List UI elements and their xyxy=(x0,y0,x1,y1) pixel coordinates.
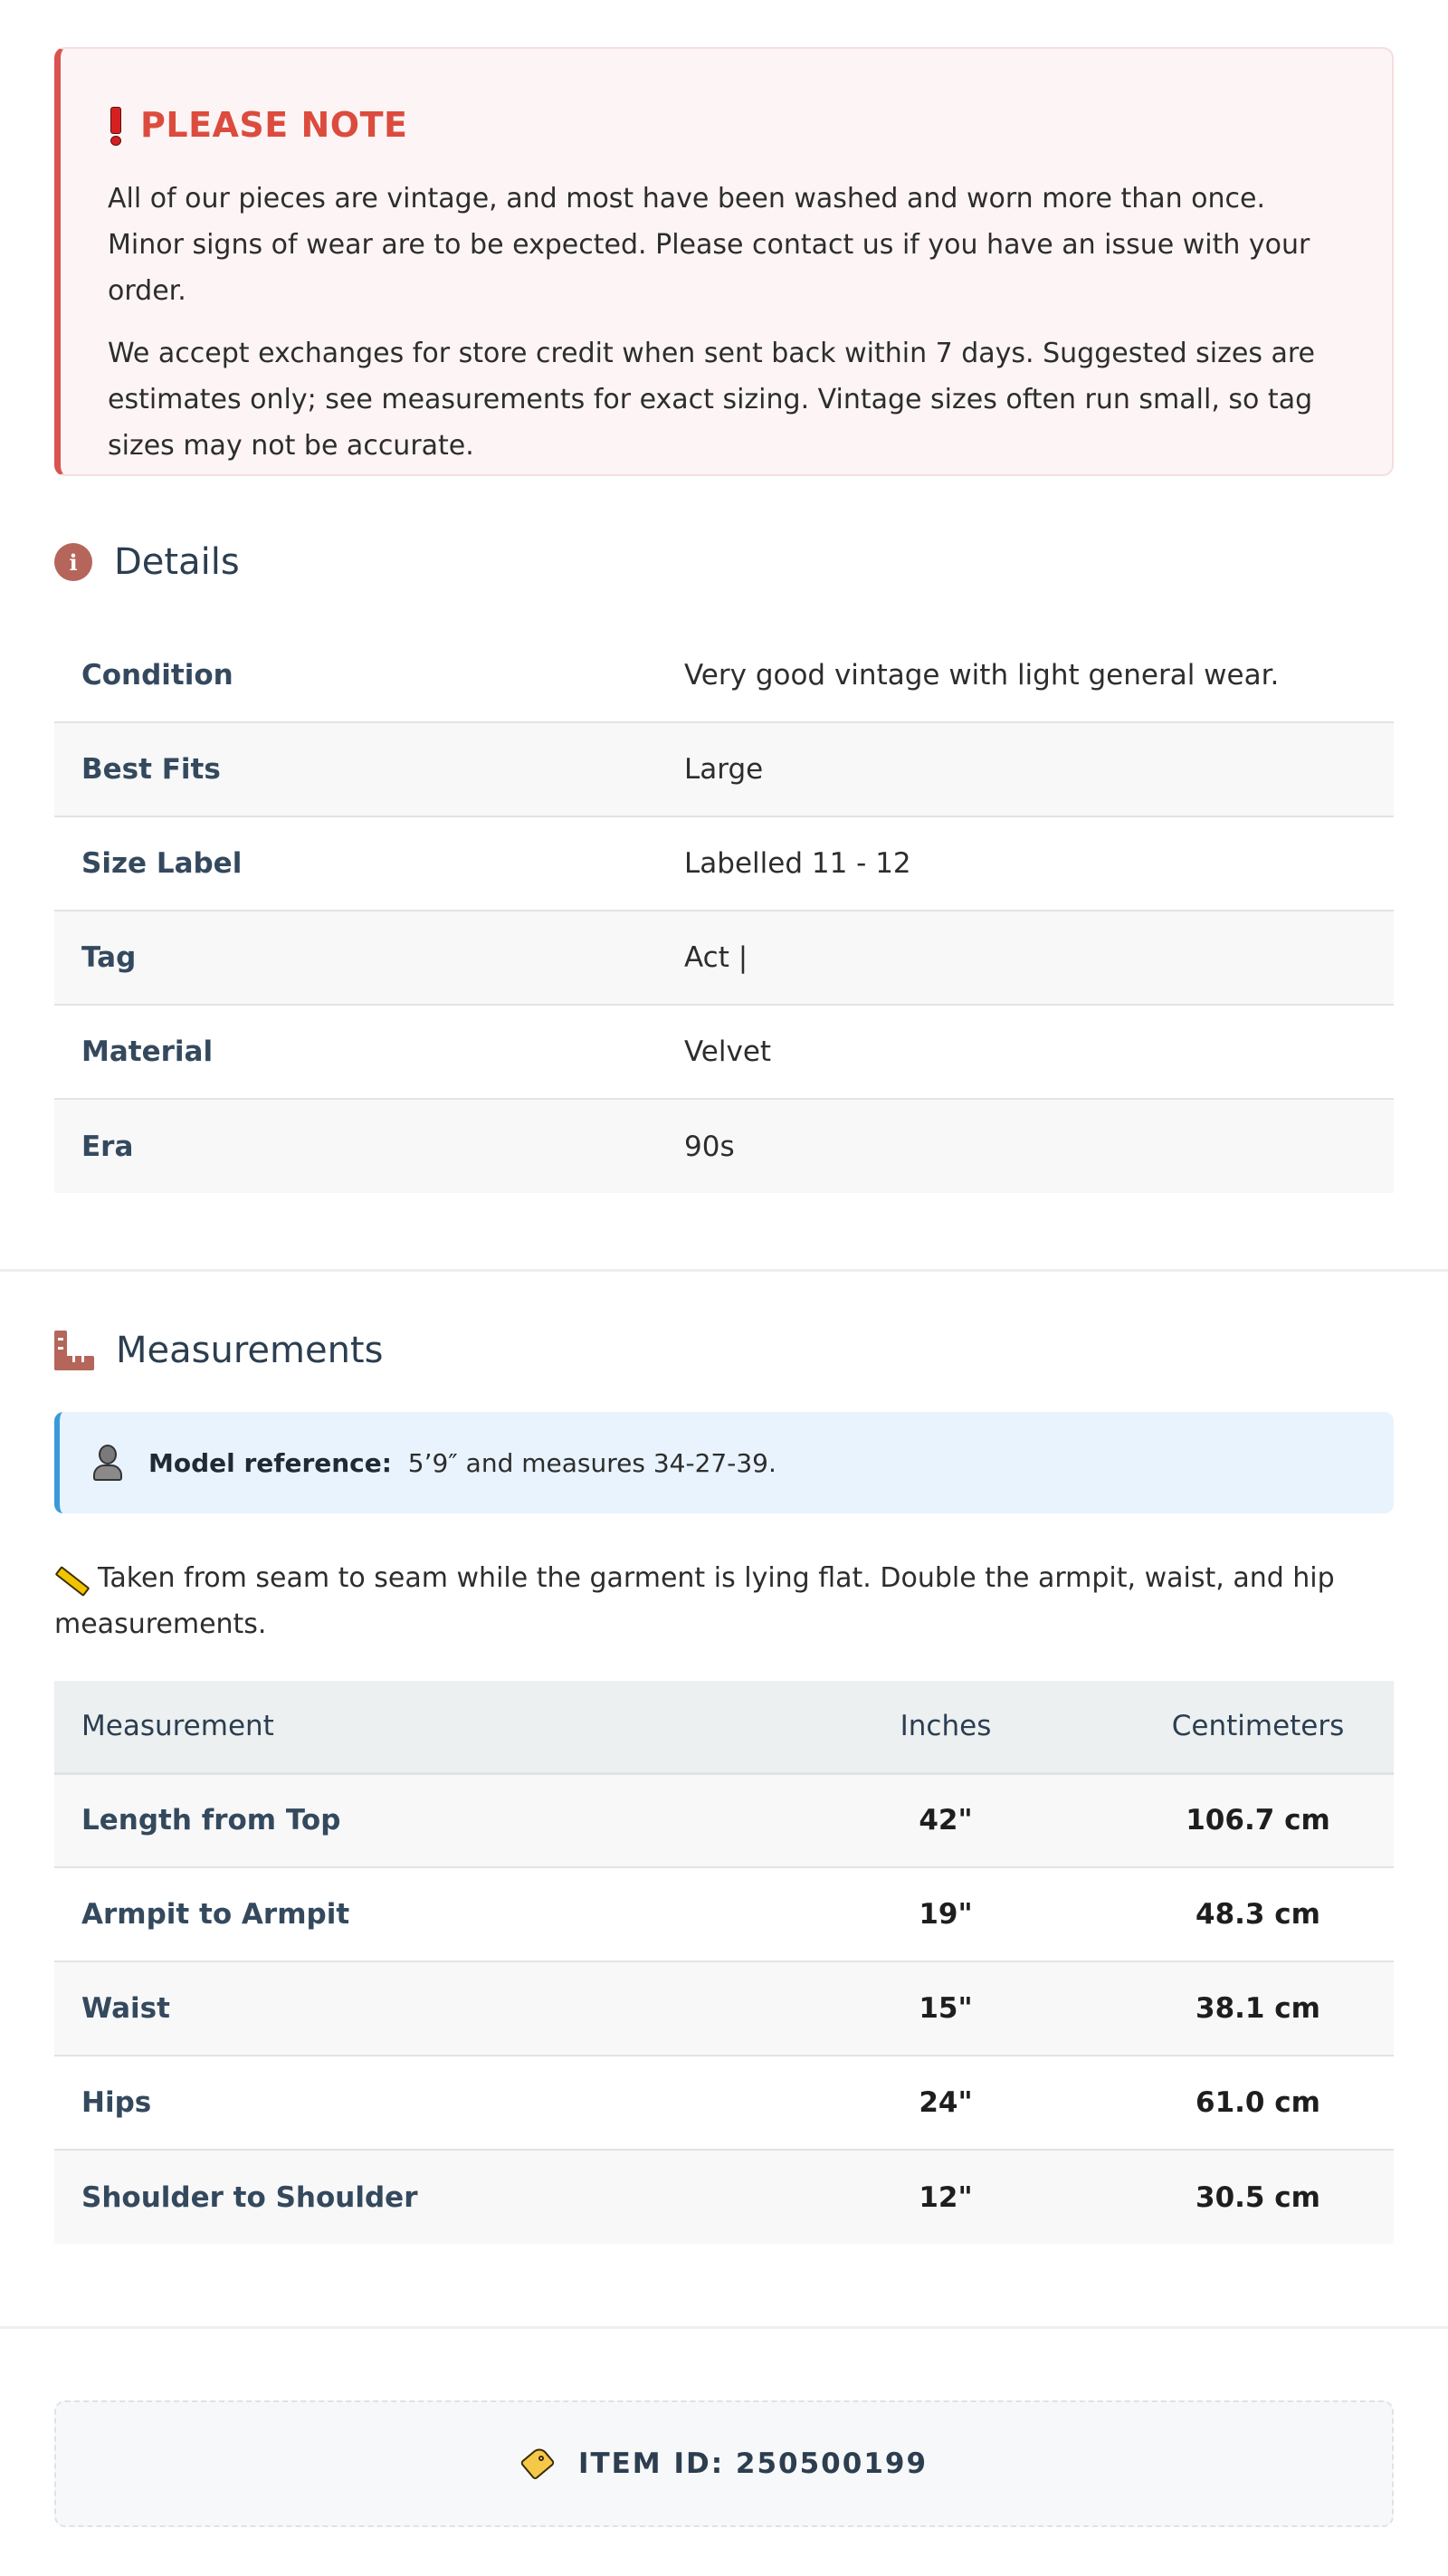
measurement-cm: 30.5 cm xyxy=(1122,2150,1394,2244)
measurement-name: Waist xyxy=(54,1961,769,2056)
model-reference-callout xyxy=(54,1412,1394,1513)
exclamation-icon xyxy=(108,105,122,145)
table-row xyxy=(54,2150,1394,2244)
measurement-note xyxy=(54,1555,1339,1647)
measurement-note-text: Taken from seam to seam while the garment is lying flat. Double the armpit, waist, and hip measurements. xyxy=(54,1562,1335,1640)
pencil-icon xyxy=(54,1570,90,1589)
measurement-cm: 61.0 cm xyxy=(1122,2056,1394,2150)
model-reference-label: Model reference: xyxy=(148,1447,392,1478)
measurements-title: Measurements xyxy=(116,1330,384,1371)
table-row xyxy=(54,1961,1394,2056)
detail-value: Very good vintage with light general wear. xyxy=(657,628,1394,722)
table-row xyxy=(54,816,1394,911)
measurement-inches: 12" xyxy=(769,2150,1122,2244)
item-id-box xyxy=(54,2400,1394,2527)
detail-value: Labelled 11 - 12 xyxy=(657,816,1394,911)
item-id-label: ITEM ID: 250500199 xyxy=(577,2447,929,2480)
detail-label: Tag xyxy=(54,911,657,1005)
column-header-inches: Inches xyxy=(769,1681,1122,1773)
measurement-name: Shoulder to Shoulder xyxy=(54,2150,769,2244)
measurements-header xyxy=(54,1323,383,1378)
measurement-inches: 15" xyxy=(769,1961,1122,2056)
please-note-box xyxy=(54,47,1394,476)
notice-title: PLEASE NOTE xyxy=(140,105,408,145)
person-icon xyxy=(92,1445,123,1481)
table-row xyxy=(54,911,1394,1005)
details-header xyxy=(54,535,240,589)
table-row xyxy=(54,722,1394,816)
details-table xyxy=(54,628,1394,1193)
column-header-measurement: Measurement xyxy=(54,1681,769,1773)
table-header-row xyxy=(54,1681,1394,1773)
detail-label: Era xyxy=(54,1099,657,1193)
measurement-name: Armpit to Armpit xyxy=(54,1867,769,1961)
table-row xyxy=(54,1773,1394,1867)
detail-label: Condition xyxy=(54,628,657,722)
measurement-cm: 48.3 cm xyxy=(1122,1867,1394,1961)
detail-value: 90s xyxy=(657,1099,1394,1193)
section-divider xyxy=(0,2326,1448,2329)
measurement-inches: 24" xyxy=(769,2056,1122,2150)
measurement-cm: 38.1 cm xyxy=(1122,1961,1394,2056)
notice-paragraph-1: All of our pieces are vintage, and most have been washed and worn more than once. Minor signs of wear are to be expected. Please contact us if you have an issue with your order. xyxy=(108,183,1310,307)
measurement-inches: 19" xyxy=(769,1867,1122,1961)
detail-label: Best Fits xyxy=(54,722,657,816)
measurement-name: Hips xyxy=(54,2056,769,2150)
measurements-table xyxy=(54,1681,1394,2244)
detail-label: Material xyxy=(54,1005,657,1099)
detail-value: Large xyxy=(657,722,1394,816)
section-divider xyxy=(0,1269,1448,1272)
table-row xyxy=(54,1005,1394,1099)
table-row xyxy=(54,1867,1394,1961)
tag-icon xyxy=(520,2447,557,2480)
info-icon: i xyxy=(54,543,92,581)
detail-value: Act | xyxy=(657,911,1394,1005)
measurement-cm: 106.7 cm xyxy=(1122,1773,1394,1867)
details-title: Details xyxy=(114,541,240,583)
model-reference-value: 5’9″ and measures 34-27-39. xyxy=(407,1447,776,1478)
table-row xyxy=(54,1099,1394,1193)
detail-value: Velvet xyxy=(657,1005,1394,1099)
measurement-inches: 42" xyxy=(769,1773,1122,1867)
notice-paragraph-2: We accept exchanges for store credit when sent back within 7 days. Suggested sizes are estimates only; see measurements for exact sizing. Vintage sizes often run small, so tag sizes may not be accurate. xyxy=(108,338,1316,462)
ruler-icon xyxy=(54,1331,94,1370)
notice-header xyxy=(108,100,1345,150)
detail-label: Size Label xyxy=(54,816,657,911)
table-row xyxy=(54,2056,1394,2150)
table-row xyxy=(54,628,1394,722)
column-header-centimeters: Centimeters xyxy=(1122,1681,1394,1773)
measurement-name: Length from Top xyxy=(54,1773,769,1867)
